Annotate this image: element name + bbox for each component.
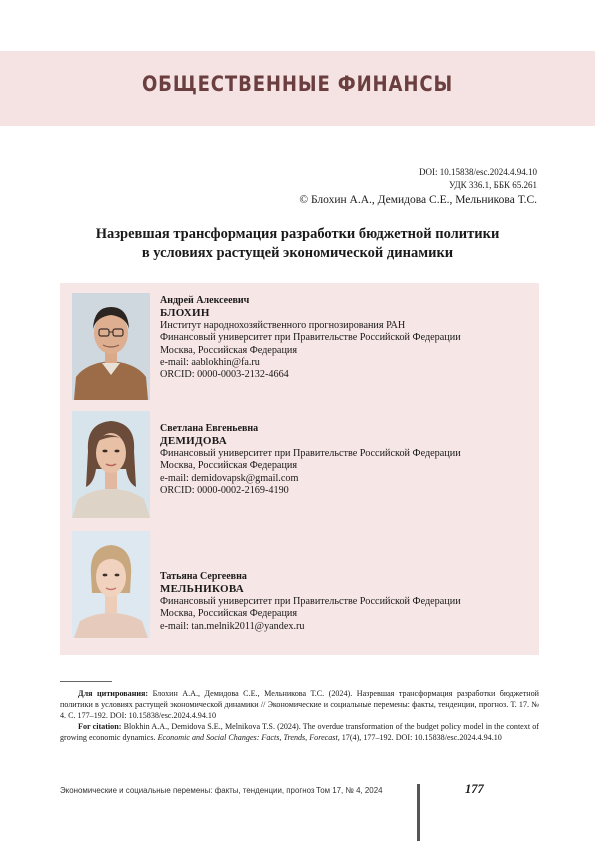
citation-ru bbox=[60, 689, 539, 721]
author-orcid[interactable]: ORCID: 0000-0003-2132-4664 bbox=[160, 369, 289, 381]
author-surname: ДЕМИДОВА bbox=[160, 435, 227, 448]
author-location: Москва, Российская Федерация bbox=[160, 608, 298, 620]
author-email[interactable]: e-mail: tan.melnik2011@yandex.ru bbox=[160, 620, 305, 632]
author-photo bbox=[72, 531, 150, 638]
author-email[interactable]: e-mail: demidovapsk@gmail.com bbox=[160, 472, 299, 484]
article-title-line-2: в условиях растущей экономической динамики bbox=[141, 245, 454, 261]
citation-ru-label: Для цитирования: bbox=[78, 689, 149, 698]
citation-ru-text: Блохин А.А., Демидова С.Е., Мельникова Т.С. (2024). Назревшая трансформация разработки бюджетной политики в условиях растущей экономической динамики // Экономические и социальные перемены: факты, тенденции, прогноз. Т. 17. № 4. С. 177–192. DOI: 10.15838/esc.2024.4.94.10 bbox=[60, 689, 539, 720]
citation-en-text: Blokhin A.A., Demidova S.E., Melnikova T.S. (2024). The overdue transformation of the budget policy model in the context of growing economic dynamics. bbox=[60, 722, 540, 742]
author-given-name: Светлана Евгеньевна bbox=[160, 423, 259, 434]
author-info bbox=[160, 423, 461, 497]
citation-en-label: For citation: bbox=[78, 722, 122, 731]
section-title: ОБЩЕСТВЕННЫЕ ФИНАНСЫ bbox=[141, 72, 454, 96]
citation-en bbox=[60, 722, 539, 744]
doi: DOI: 10.15838/esc.2024.4.94.10 bbox=[419, 167, 537, 177]
author-surname: МЕЛЬНИКОВА bbox=[160, 583, 245, 596]
author-photo bbox=[72, 293, 150, 400]
authors-panel bbox=[60, 283, 539, 655]
article-title bbox=[60, 225, 535, 263]
citation-en-text-end: , 17(4), 177–192. DOI: 10.15838/esc.2024.4.94.10 bbox=[337, 732, 502, 742]
copyright: © Блохин А.А., Демидова С.Е., Мельникова Т.С. bbox=[299, 194, 537, 206]
article-title-line-1: Назревшая трансформация разработки бюджетной политики bbox=[95, 226, 500, 242]
author-surname: БЛОХИН bbox=[160, 307, 210, 320]
author-info bbox=[160, 571, 461, 633]
footer-volume: Том 17, № 4, 2024 bbox=[316, 785, 383, 795]
footer-journal-name: Экономические и социальные перемены: факты, тенденции, прогноз bbox=[60, 785, 315, 795]
author-given-name: Андрей Алексеевич bbox=[160, 295, 250, 306]
author-email[interactable]: e-mail: aablokhin@fa.ru bbox=[160, 357, 260, 369]
author-affiliation: Финансовый университет при Правительстве Российской Федерации bbox=[160, 332, 461, 344]
author-info bbox=[160, 295, 461, 382]
page-number: 177 bbox=[465, 782, 484, 796]
author-orcid[interactable]: ORCID: 0000-0002-2169-4190 bbox=[160, 485, 289, 497]
author-affiliation: Институт народнохозяйственного прогнозирования РАН bbox=[160, 319, 406, 331]
author-affiliation: Финансовый университет при Правительстве Российской Федерации bbox=[160, 595, 461, 607]
footnote-divider bbox=[60, 681, 112, 682]
citation-en-journal: Economic and Social Changes: Facts, Trends, Forecast bbox=[157, 732, 338, 742]
author-affiliation: Финансовый университет при Правительстве Российской Федерации bbox=[160, 447, 461, 459]
udk-bbk: УДК 336.1, ББК 65.261 bbox=[449, 180, 537, 190]
author-given-name: Татьяна Сергеевна bbox=[160, 571, 247, 582]
author-photo bbox=[72, 411, 150, 518]
footer-divider bbox=[417, 784, 420, 841]
author-location: Москва, Российская Федерация bbox=[160, 460, 298, 472]
author-location: Москва, Российская Федерация bbox=[160, 344, 298, 356]
